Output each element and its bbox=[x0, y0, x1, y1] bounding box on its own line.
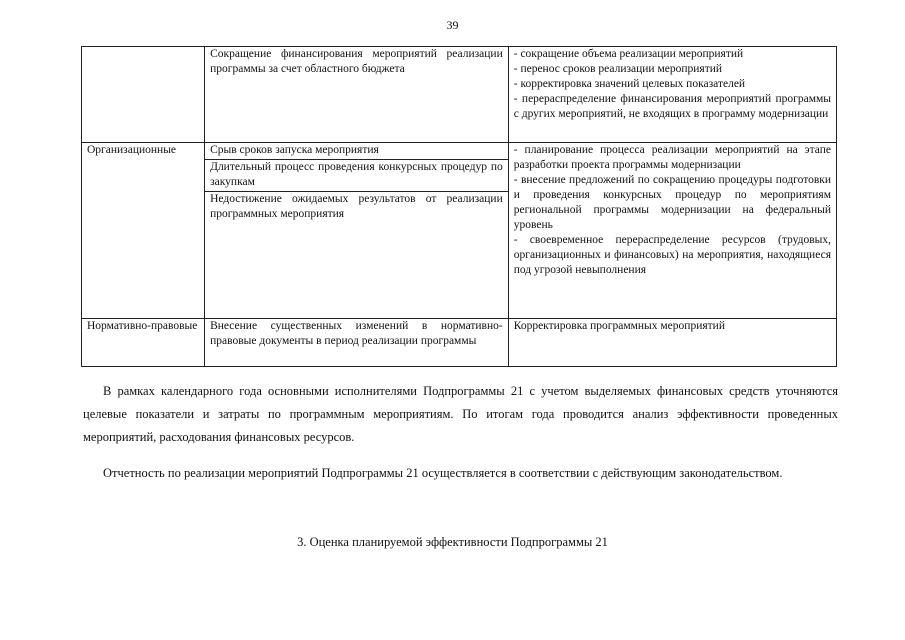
measure-item: - перераспределение финансирования мероприятий программы с других мероприятий, не входящих в программу модернизации bbox=[513, 93, 831, 120]
risk-cause: Срыв сроков запуска мероприятия bbox=[205, 143, 508, 160]
risk-cause: Внесение существенных изменений в нормативно-правовые документы в период реализации программы bbox=[210, 320, 503, 347]
risk-cause: Сокращение финансирования мероприятий реализации программы за счет областного бюджета bbox=[210, 48, 503, 75]
measure-item: - внесение предложений по сокращению процедуры подготовки и проведения конкурсных процедур по мероприятиям региональной программы модернизации на федеральный уровень bbox=[513, 174, 831, 231]
risk-category-cell bbox=[82, 47, 205, 143]
measure-item: - перенос сроков реализации мероприятий bbox=[513, 63, 723, 75]
risk-cause: Длительный процесс проведения конкурсных процедур по закупкам bbox=[205, 160, 508, 192]
risk-measures-cell bbox=[508, 319, 836, 367]
risk-cause-cell bbox=[205, 47, 509, 143]
risk-category-cell: Организационные bbox=[82, 143, 205, 319]
risk-measures-cell bbox=[508, 47, 836, 143]
measure-item: - планирование процесса реализации мероприятий на этапе разработки проекта программы модернизации bbox=[513, 144, 831, 171]
measure-item: - сокращение объема реализации мероприятий bbox=[513, 48, 744, 60]
risk-cause: Недостижение ожидаемых результатов от реализации программных мероприятия bbox=[210, 193, 503, 220]
risk-measures-cell bbox=[508, 143, 836, 319]
body-paragraph: В рамках календарного года основными исполнителями Подпрограммы 21 с учетом выделяемых финансовых средств уточняются целевые показатели и затраты по программным мероприятиям. По итогам года проводится анализ эффективности проведенных мероприятий, расходования финансовых ресурсов. bbox=[83, 384, 838, 444]
risk-cause-cell bbox=[205, 143, 509, 319]
risk-cause-cell bbox=[205, 319, 509, 367]
section-heading: 3. Оценка планируемой эффективности Подпрограммы 21 bbox=[297, 535, 608, 549]
table-row bbox=[82, 47, 837, 143]
measure-item: - своевременное перераспределение ресурсов (трудовых, организационных и финансовых) на мероприятия, находящиеся под угрозой невыполнения bbox=[513, 234, 831, 276]
measure-item: - корректировка значений целевых показателей bbox=[513, 78, 746, 90]
body-paragraph: Отчетность по реализации мероприятий Подпрограммы 21 осуществляется в соответствии с действующим законодательством. bbox=[103, 466, 783, 480]
table-row bbox=[82, 143, 837, 319]
risk-table bbox=[81, 46, 837, 367]
table-row bbox=[82, 319, 837, 367]
page-number: 39 bbox=[446, 18, 459, 32]
measure-item: Корректировка программных мероприятий bbox=[513, 320, 725, 332]
risk-category-cell: Нормативно-правовые bbox=[82, 319, 205, 367]
